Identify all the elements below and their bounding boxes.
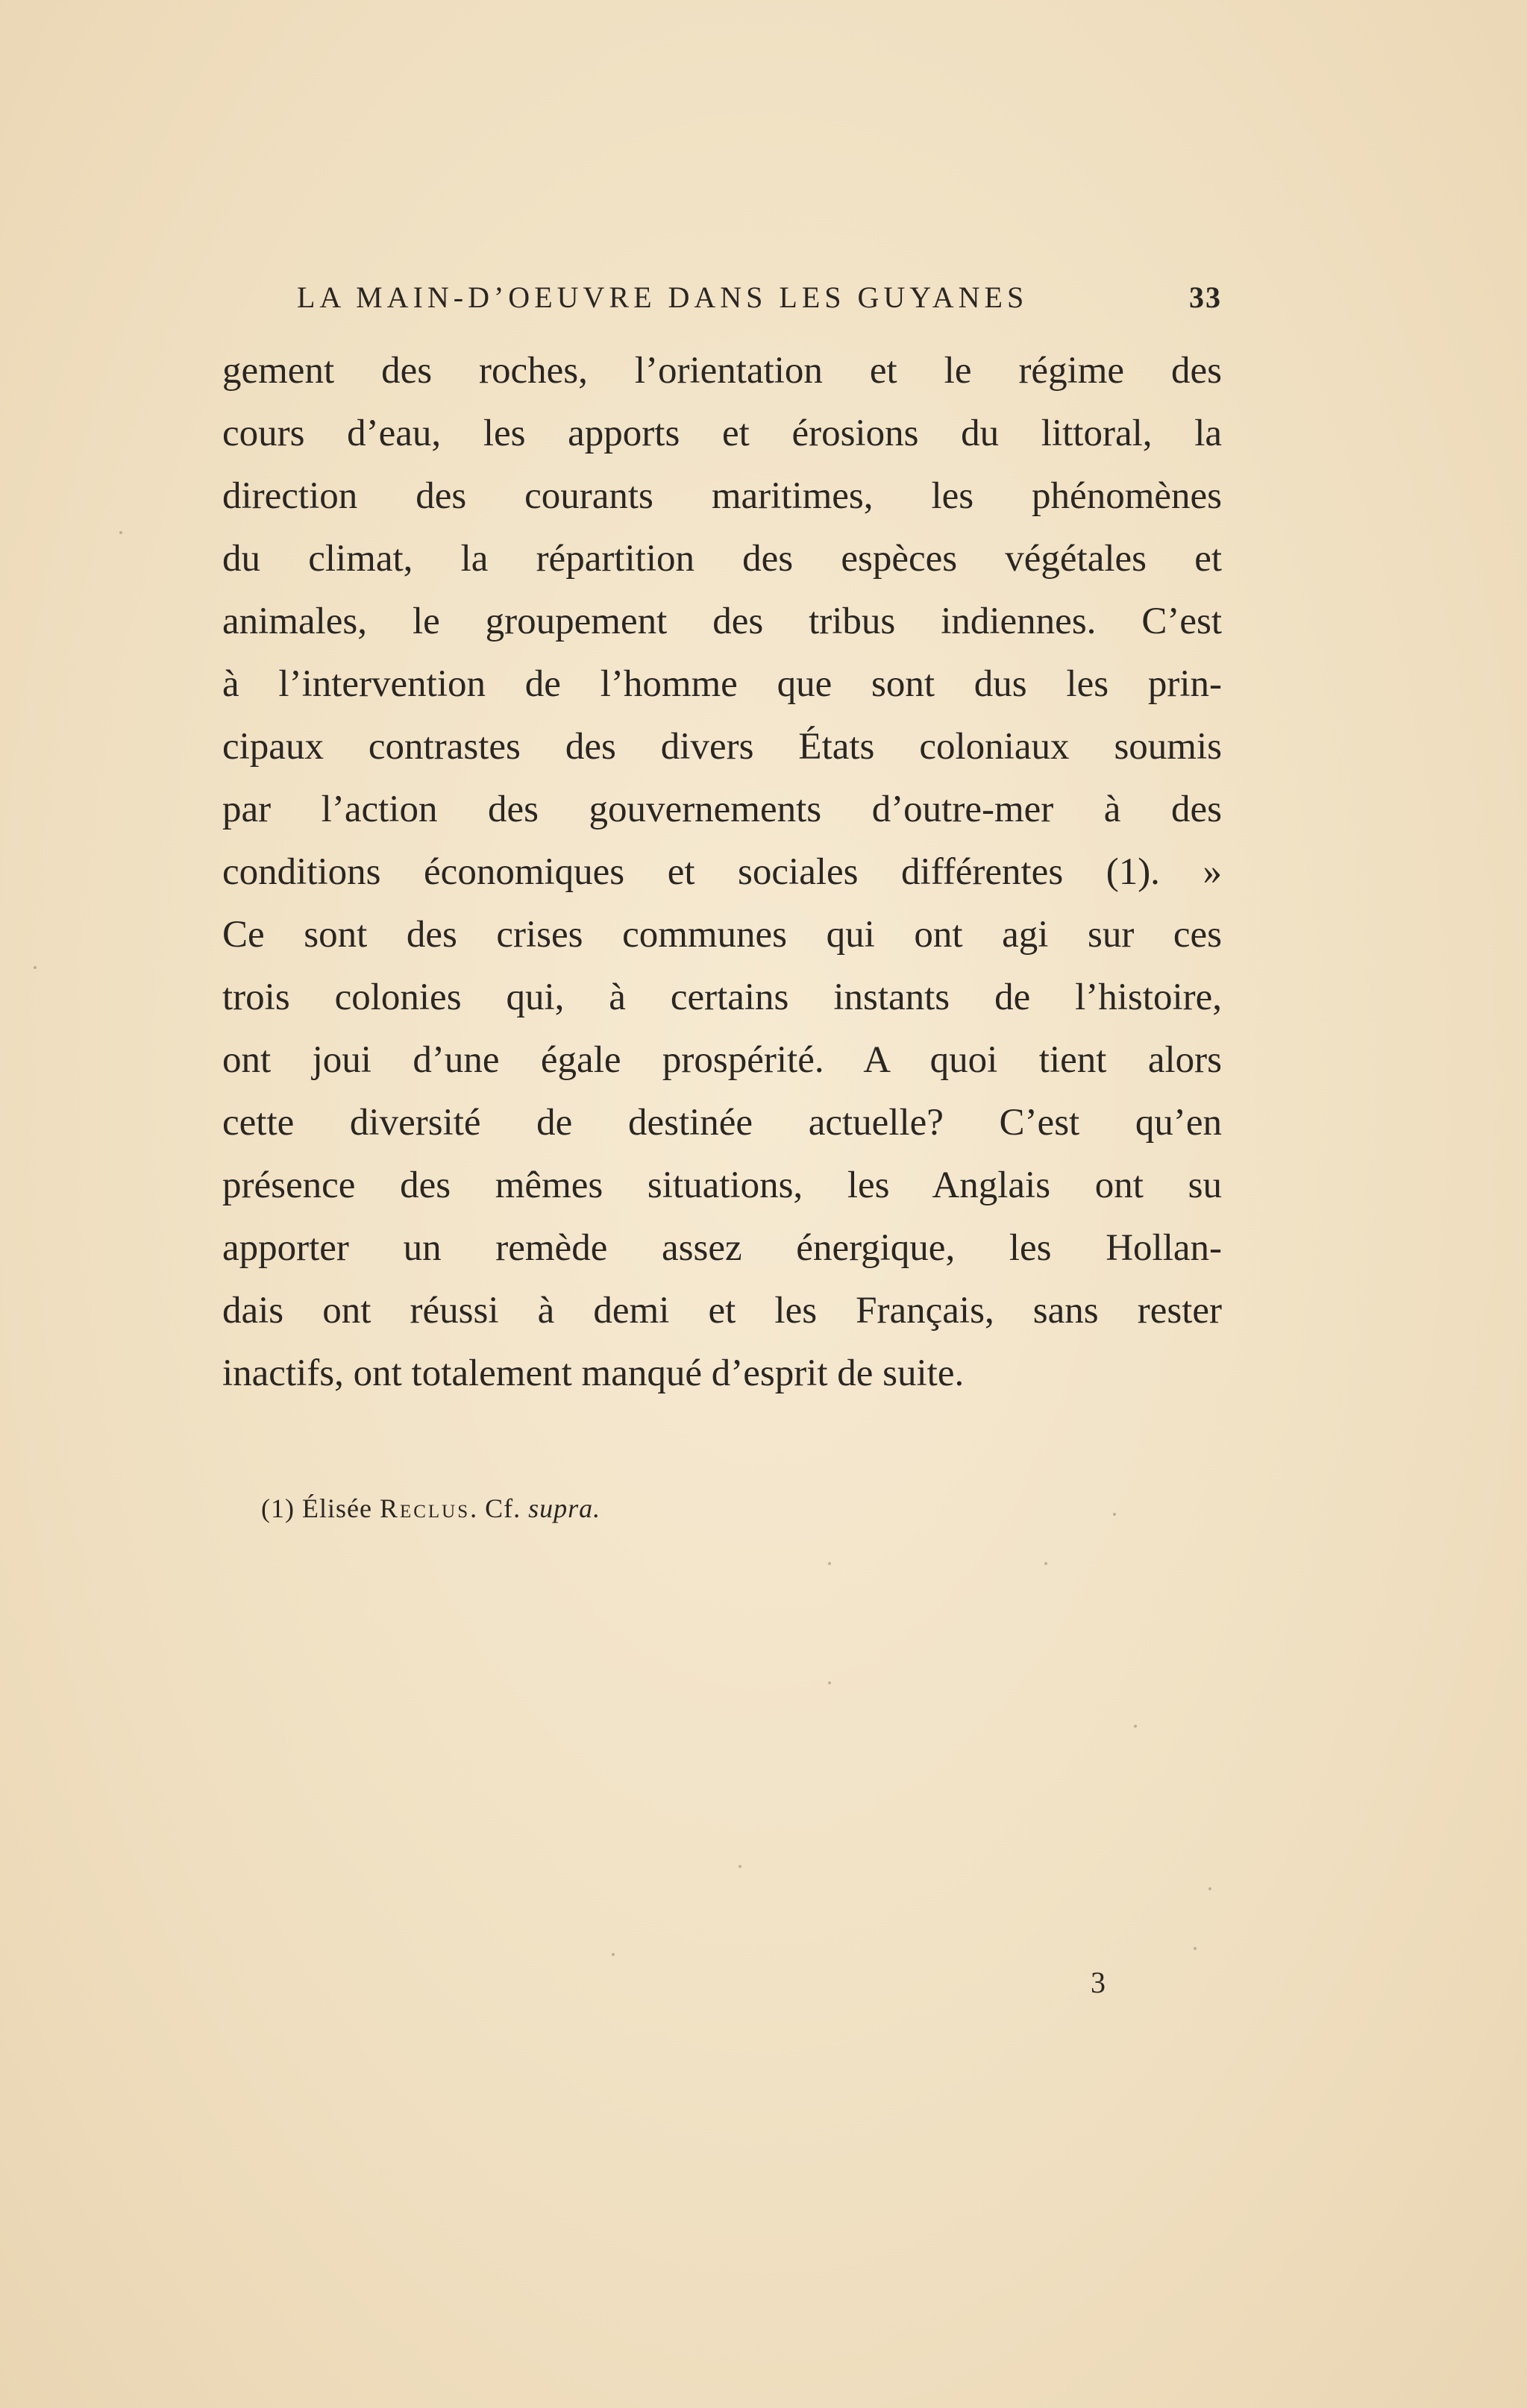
footnote: (1) Élisée Reclus. Cf. supra.	[261, 1493, 601, 1523]
paper-speck	[828, 1681, 831, 1684]
paper-speck	[34, 966, 37, 969]
text-line: apporter un remède assez énergique, les Hollan-	[222, 1227, 1222, 1269]
text-line: ont joui d’une égale prospérité. A quoi tient alors	[222, 1039, 1222, 1081]
paper-speck	[828, 1562, 831, 1565]
text-line: conditions économiques et sociales différentes (1). »	[222, 851, 1222, 893]
text-line: présence des mêmes situations, les Anglais ont su	[222, 1164, 1222, 1206]
signature-mark: 3	[1091, 1966, 1106, 1999]
paper-speck	[1113, 1513, 1116, 1516]
paper-speck	[1044, 1562, 1047, 1565]
running-head-title: LA MAIN-D’OEUVRE DANS LES GUYANES	[297, 280, 1029, 314]
text-line: cours d’eau, les apports et érosions du littoral, la	[222, 413, 1222, 454]
text-line: Ce sont des crises communes qui ont agi sur ces	[222, 914, 1222, 956]
footnote-marker: (1)	[261, 1493, 295, 1523]
text-line: du climat, la répartition des espèces végétales et	[222, 538, 1222, 580]
text-line: inactifs, ont totalement manqué d’esprit de suite.	[222, 1352, 965, 1394]
footnote-author-last: Reclus	[379, 1493, 471, 1523]
text-line: animales, le groupement des tribus indiennes. C’est	[222, 601, 1222, 642]
paper-speck	[612, 1953, 615, 1956]
paragraph	[222, 339, 1222, 1405]
text-line: à l’intervention de l’homme que sont dus les prin-	[222, 663, 1222, 705]
paper-speck	[119, 531, 122, 534]
text-line: par l’action des gouvernements d’outre-mer à des	[222, 788, 1222, 830]
footnote-ref: Cf.	[485, 1493, 521, 1523]
text-line: cipaux contrastes des divers États coloniaux soumis	[222, 726, 1222, 768]
footnote-author-first: Élisée	[301, 1493, 372, 1523]
text-line: gement des roches, l’orientation et le régime des	[222, 350, 1222, 392]
footnote-ref-italic: supra.	[528, 1493, 601, 1523]
text-line: cette diversité de destinée actuelle? C’est qu’en	[222, 1102, 1222, 1144]
text-line: direction des courants maritimes, les phénomènes	[222, 475, 1222, 517]
text-line: trois colonies qui, à certains instants de l’histoire,	[222, 976, 1222, 1018]
paper-speck	[1194, 1947, 1197, 1950]
text-line: dais ont réussi à demi et les Français, sans rester	[222, 1290, 1222, 1332]
paper-speck	[1134, 1725, 1137, 1728]
page-number: 33	[1189, 280, 1222, 314]
paper-speck	[739, 1865, 741, 1868]
running-head	[297, 275, 1222, 319]
paper-speck	[1208, 1887, 1211, 1890]
